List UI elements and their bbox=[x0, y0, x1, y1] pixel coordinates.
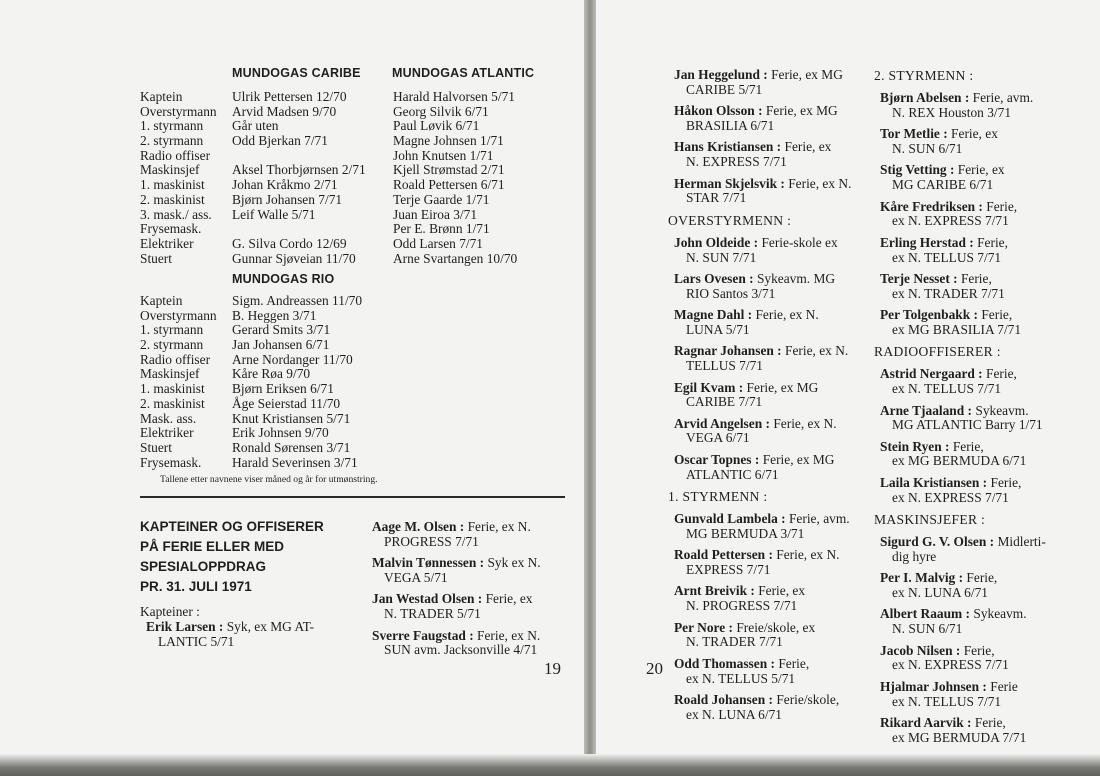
leave-heading-line: SPESIALOPPDRAG bbox=[140, 559, 267, 574]
ship-heading-rio: MUNDOGAS RIO bbox=[232, 272, 335, 286]
status-text: Ferie, ex bbox=[951, 126, 998, 142]
list-item: John Knutsen 1/71 bbox=[393, 147, 494, 163]
list-item bbox=[880, 716, 1090, 746]
list-item bbox=[880, 440, 1090, 470]
kapteiner-list bbox=[146, 620, 366, 656]
person-name: Per I. Malvig : bbox=[880, 570, 964, 586]
person-name: Per Nore : bbox=[674, 619, 733, 635]
status-text-continued: ex MG BERMUDA 7/71 bbox=[892, 729, 1027, 745]
list-item: Harald Severinsen 3/71 bbox=[232, 454, 358, 470]
list-item: Per E. Brønn 1/71 bbox=[393, 221, 490, 237]
list-item: Ulrik Pettersen 12/70 bbox=[232, 89, 347, 104]
list-item bbox=[880, 236, 1090, 266]
list-item: Overstyrmann bbox=[140, 103, 217, 119]
list-item: Odd Bjerkan 7/71 bbox=[232, 133, 328, 149]
list-item: 3. mask./ ass. bbox=[140, 206, 212, 222]
person-name: Magne Dahl : bbox=[674, 307, 753, 323]
list-item bbox=[146, 620, 366, 650]
status-text-continued: STAR 7/71 bbox=[686, 190, 747, 206]
list-item: Maskinsjef bbox=[140, 162, 200, 178]
list-item: Arne Nordanger 11/70 bbox=[232, 351, 353, 367]
person-name: John Oldeide : bbox=[674, 234, 759, 250]
status-text-continued: LANTIC 5/71 bbox=[158, 633, 235, 649]
list-item: Harald Halvorsen 5/71 bbox=[393, 89, 515, 104]
person-name: Sverre Faugstad : bbox=[372, 627, 474, 643]
status-text: Ferie, avm. bbox=[972, 90, 1034, 105]
list-item: Knut Kristiansen 5/71 bbox=[232, 410, 351, 426]
list-item: 2. maskinist bbox=[140, 395, 205, 411]
list-item bbox=[880, 644, 1090, 674]
status-text: Ferie, ex bbox=[485, 591, 533, 607]
status-text-continued: ex N. LUNA 6/71 bbox=[686, 706, 782, 722]
col1-top-list bbox=[674, 68, 872, 206]
status-text-continued: N. TRADER 7/71 bbox=[686, 634, 783, 650]
list-item: Radio offiser bbox=[140, 147, 211, 163]
person-name: Jan Heggelund : bbox=[674, 67, 768, 82]
status-text: Sykeavm. MG bbox=[756, 270, 836, 286]
list-item: Erik Johnsen 9/70 bbox=[232, 425, 329, 441]
list-item bbox=[674, 344, 872, 374]
list-item: Magne Johnsen 1/71 bbox=[393, 133, 504, 149]
status-text: Syk ex N. bbox=[487, 555, 541, 571]
status-text-continued: ex N. EXPRESS 7/71 bbox=[892, 657, 1009, 673]
list-item: Kaptein bbox=[140, 89, 183, 104]
status-text-continued: ex N. TELLUS 7/71 bbox=[892, 693, 1002, 709]
section-heading-2-styrmenn: 2. STYRMENN : bbox=[874, 68, 974, 83]
status-text-continued: ATLANTIC 6/71 bbox=[686, 466, 779, 482]
section-heading-1-styrmenn: 1. STYRMENN : bbox=[668, 489, 768, 505]
column-2 bbox=[874, 68, 1090, 752]
status-text: Ferie, ex MG bbox=[765, 103, 838, 119]
list-item bbox=[372, 629, 572, 659]
scan-bottom-edge bbox=[0, 754, 1100, 776]
status-text: Ferie-skole ex bbox=[761, 234, 838, 250]
status-text-continued: MG ATLANTIC Barry 1/71 bbox=[892, 417, 1043, 433]
styrmenn2-list bbox=[880, 91, 1090, 338]
list-item: Terje Gaarde 1/71 bbox=[393, 191, 490, 207]
list-item: Kjell Strømstad 2/71 bbox=[393, 162, 505, 178]
list-item bbox=[880, 571, 1090, 601]
status-text: Ferie, bbox=[990, 474, 1022, 490]
person-name: Laila Kristiansen : bbox=[880, 474, 988, 490]
list-item bbox=[674, 308, 872, 338]
status-text: Ferie, bbox=[952, 438, 984, 454]
person-name: Hjalmar Johnsen : bbox=[880, 678, 987, 694]
status-text: Ferie, ex N. bbox=[785, 343, 849, 359]
person-name: Kåre Fredriksen : bbox=[880, 198, 983, 214]
status-text-continued: ex N. EXPRESS 7/71 bbox=[892, 213, 1009, 229]
list-item bbox=[674, 417, 872, 447]
section-heading-radio: RADIOOFFISERER : bbox=[874, 344, 1001, 360]
status-text-continued: CARIBE 5/71 bbox=[686, 81, 763, 97]
list-item bbox=[674, 512, 872, 542]
status-text: Ferie, bbox=[778, 655, 810, 671]
leave-heading-line: KAPTEINER OG OFFISERER bbox=[140, 519, 324, 534]
status-text-continued: N. SUN 7/71 bbox=[686, 249, 757, 265]
ship-heading-atlantic: MUNDOGAS ATLANTIC bbox=[392, 66, 535, 80]
status-text-continued: LUNA 5/71 bbox=[686, 321, 750, 337]
person-name: Hans Kristiansen : bbox=[674, 139, 782, 155]
section-heading-overstyrmenn: OVERSTYRMENN : bbox=[668, 212, 792, 228]
status-text-continued: SUN avm. Jacksonville 4/71 bbox=[384, 642, 538, 658]
list-item bbox=[674, 236, 872, 266]
status-text: Ferie, bbox=[966, 570, 998, 586]
status-text-continued: N. TRADER 5/71 bbox=[384, 606, 481, 622]
list-item: 1. styrmann bbox=[140, 118, 204, 134]
list-item bbox=[674, 453, 872, 483]
list-item: Ronald Sørensen 3/71 bbox=[232, 439, 351, 455]
person-name: Gunvald Lambela : bbox=[674, 511, 786, 527]
list-item: Gerard Smits 3/71 bbox=[232, 322, 331, 338]
person-name: Oscar Topnes : bbox=[674, 451, 760, 467]
status-text: Ferie, ex MG bbox=[771, 67, 843, 82]
footnote: Tallene etter navnene viser måned og år for utmønstring. bbox=[160, 474, 378, 485]
person-name: Terje Nesset : bbox=[880, 270, 958, 286]
person-name: Per Tolgenbakk : bbox=[880, 307, 978, 323]
leave-heading bbox=[140, 517, 324, 597]
status-text: Ferie bbox=[990, 678, 1018, 694]
column-1 bbox=[668, 67, 872, 729]
status-text: Freie/skole, ex bbox=[736, 619, 816, 635]
list-item: Sigm. Andreassen 11/70 bbox=[232, 293, 363, 308]
status-text: Ferie, ex N. bbox=[776, 547, 840, 563]
person-name: Håkon Olsson : bbox=[674, 103, 763, 119]
radio-list bbox=[880, 367, 1090, 505]
list-item bbox=[880, 404, 1090, 434]
rio-crew-column bbox=[232, 294, 362, 470]
list-item: Johan Kråkmo 2/71 bbox=[232, 177, 338, 193]
list-item bbox=[674, 140, 872, 170]
person-name: Albert Raaum : bbox=[880, 606, 971, 622]
roles-column-rio bbox=[140, 294, 217, 470]
list-item: Frysemask. bbox=[140, 454, 202, 470]
list-item: Frysemask. bbox=[140, 221, 202, 237]
person-name: Lars Ovesen : bbox=[674, 270, 754, 286]
status-text: Ferie, ex N. bbox=[773, 415, 837, 431]
list-item: Bjørn Johansen 7/71 bbox=[232, 191, 343, 207]
status-text: Ferie, ex N. bbox=[755, 307, 819, 323]
roles-column-top bbox=[140, 90, 217, 266]
person-name: Jacob Nilsen : bbox=[880, 642, 961, 658]
status-text-continued: ex MG BRASILIA 7/71 bbox=[892, 321, 1022, 337]
list-item: Stuert bbox=[140, 439, 172, 455]
status-text-continued: PROGRESS 7/71 bbox=[384, 533, 479, 549]
status-text-continued: N. SUN 6/71 bbox=[892, 621, 963, 637]
atlantic-crew-column bbox=[393, 90, 517, 266]
kapteiner-label: Kapteiner : bbox=[140, 604, 200, 619]
person-name: Herman Skjelsvik : bbox=[674, 175, 785, 191]
list-item bbox=[372, 520, 572, 550]
list-item: Odd Larsen 7/71 bbox=[393, 235, 483, 251]
list-item: 1. maskinist bbox=[140, 381, 205, 397]
status-text-continued: TELLUS 7/71 bbox=[686, 358, 763, 374]
status-text-continued: ex N. TELLUS 5/71 bbox=[686, 670, 796, 686]
status-text-continued: MG CARIBE 6/71 bbox=[892, 177, 994, 193]
person-name: Rikard Aarvik : bbox=[880, 715, 972, 730]
list-item: Maskinsjef bbox=[140, 366, 200, 382]
status-text: Ferie, ex bbox=[758, 583, 806, 599]
right-page bbox=[596, 0, 1100, 776]
person-name: Stig Vetting : bbox=[880, 162, 955, 178]
person-name: Sigurd G. V. Olsen : bbox=[880, 534, 995, 550]
status-text-continued: N. REX Houston 3/71 bbox=[892, 104, 1012, 120]
person-name: Erling Herstad : bbox=[880, 234, 974, 250]
status-text: Ferie, ex bbox=[784, 139, 832, 155]
list-item bbox=[880, 607, 1090, 637]
status-text: Ferie, ex N. bbox=[788, 175, 852, 191]
list-item: Leif Walle 5/71 bbox=[232, 206, 316, 222]
list-item: Kåre Røa 9/70 bbox=[232, 366, 311, 382]
list-item: Arne Svartangen 10/70 bbox=[393, 250, 518, 266]
list-item: G. Silva Cordo 12/69 bbox=[232, 235, 347, 251]
list-item bbox=[232, 222, 366, 237]
list-item: 1. maskinist bbox=[140, 177, 205, 193]
status-text: Ferie, avm. bbox=[788, 511, 850, 527]
list-item bbox=[674, 177, 872, 207]
status-text: Ferie/skole, bbox=[776, 692, 840, 707]
status-text-continued: ex N. TELLUS 7/71 bbox=[892, 249, 1002, 265]
person-name: Ragnar Johansen : bbox=[674, 343, 782, 359]
status-text: Ferie, ex MG bbox=[762, 451, 835, 467]
list-item: Gunnar Sjøveian 11/70 bbox=[232, 250, 356, 266]
status-text-continued: VEGA 6/71 bbox=[686, 430, 750, 446]
status-text-continued: BRASILIA 6/71 bbox=[686, 117, 775, 133]
status-text: Ferie, bbox=[960, 270, 992, 286]
list-item bbox=[674, 621, 872, 651]
status-text: Ferie, bbox=[986, 366, 1017, 382]
status-text: Ferie, bbox=[981, 307, 1013, 323]
list-item: Elektriker bbox=[140, 425, 194, 441]
list-item bbox=[674, 272, 872, 302]
list-item: Paul Løvik 6/71 bbox=[393, 118, 480, 134]
list-item: Elektriker bbox=[140, 235, 194, 251]
list-item: Mask. ass. bbox=[140, 410, 197, 426]
list-item: Kaptein bbox=[140, 293, 183, 308]
list-item: Går uten bbox=[232, 118, 279, 134]
status-text-continued: CARIBE 7/71 bbox=[686, 394, 763, 410]
overstyrmenn-list bbox=[674, 236, 872, 483]
list-item bbox=[880, 680, 1090, 710]
list-item bbox=[232, 149, 366, 164]
list-item bbox=[674, 584, 872, 614]
person-name: Roald Pettersen : bbox=[674, 547, 773, 563]
status-text: Ferie, bbox=[977, 234, 1008, 250]
person-name: Arnt Breivik : bbox=[674, 583, 755, 599]
list-item bbox=[880, 91, 1090, 121]
status-text: Ferie, bbox=[974, 715, 1006, 730]
list-item: Overstyrmann bbox=[140, 307, 217, 323]
list-item: Georg Silvik 6/71 bbox=[393, 103, 489, 119]
status-text-continued: RIO Santos 3/71 bbox=[686, 285, 776, 301]
person-name: Roald Johansen : bbox=[674, 692, 773, 707]
list-item: Roald Pettersen 6/71 bbox=[393, 177, 505, 193]
person-name: Arvid Angelsen : bbox=[674, 415, 770, 431]
divider-rule bbox=[140, 496, 565, 498]
list-item bbox=[674, 381, 872, 411]
person-name: Aage M. Olsen : bbox=[372, 519, 465, 534]
person-name: Arne Tjaaland : bbox=[880, 402, 973, 418]
person-name: Egil Kvam : bbox=[674, 379, 744, 395]
list-item bbox=[880, 476, 1090, 506]
status-text-continued: ex N. EXPRESS 7/71 bbox=[892, 489, 1009, 505]
person-name: Astrid Nergaard : bbox=[880, 366, 983, 382]
list-item bbox=[880, 308, 1090, 338]
list-item: Radio offiser bbox=[140, 351, 211, 367]
list-item bbox=[880, 272, 1090, 302]
person-name: Malvin Tønnessen : bbox=[372, 555, 485, 571]
status-text-continued: N. EXPRESS 7/71 bbox=[686, 154, 787, 170]
status-text-continued: ex N. TELLUS 7/71 bbox=[892, 381, 1002, 397]
person-name: Stein Ryen : bbox=[880, 438, 950, 454]
status-text: Ferie, ex MG bbox=[746, 379, 819, 395]
caribe-crew-column bbox=[232, 90, 366, 266]
maskinsjefer-list bbox=[880, 535, 1090, 746]
status-text: Ferie, ex N. bbox=[477, 627, 541, 643]
status-text-continued: N. PROGRESS 7/71 bbox=[686, 598, 798, 614]
status-text: Sykeavm. bbox=[973, 606, 1027, 622]
list-item: 1. styrmann bbox=[140, 322, 204, 338]
status-text: Syk, ex MG AT- bbox=[226, 619, 315, 634]
list-item: B. Heggen 3/71 bbox=[232, 307, 317, 323]
status-text-continued: N. SUN 6/71 bbox=[892, 140, 963, 156]
page-number-left: 19 bbox=[544, 659, 561, 678]
list-item: Åge Seierstad 11/70 bbox=[232, 395, 341, 411]
status-text-continued: ex N. TRADER 7/71 bbox=[892, 285, 1005, 301]
person-name: Bjørn Abelsen : bbox=[880, 90, 970, 105]
section-heading-maskinsjefer: MASKINSJEFER : bbox=[874, 512, 986, 528]
leave-list-middle bbox=[372, 520, 572, 665]
list-item bbox=[880, 367, 1090, 397]
list-item bbox=[880, 200, 1090, 230]
list-item: Aksel Thorbjørnsen 2/71 bbox=[232, 162, 366, 178]
status-text: Ferie, ex N. bbox=[467, 519, 531, 534]
list-item bbox=[372, 556, 572, 586]
list-item: Stuert bbox=[140, 250, 172, 266]
status-text: Ferie, bbox=[986, 198, 1018, 214]
book-gutter bbox=[584, 0, 596, 776]
list-item bbox=[674, 68, 872, 98]
status-text-continued: dig hyre bbox=[892, 548, 937, 564]
status-text-continued: VEGA 5/71 bbox=[384, 569, 448, 585]
list-item: Bjørn Eriksen 6/71 bbox=[232, 381, 334, 397]
leave-heading-line: PR. 31. JULI 1971 bbox=[140, 579, 252, 594]
list-item bbox=[372, 592, 572, 622]
status-text: Midlerti- bbox=[997, 534, 1046, 550]
list-item bbox=[674, 657, 872, 687]
person-name: Jan Westad Olsen : bbox=[372, 591, 483, 607]
list-item bbox=[880, 535, 1090, 565]
status-text-continued: MG BERMUDA 3/71 bbox=[686, 525, 805, 541]
list-item: Juan Eiroa 3/71 bbox=[393, 206, 478, 222]
list-item: 2. styrmann bbox=[140, 133, 204, 149]
list-item: 2. styrmann bbox=[140, 337, 204, 353]
status-text: Ferie, bbox=[963, 642, 995, 658]
status-text-continued: EXPRESS 7/71 bbox=[686, 562, 771, 578]
status-text-continued: ex MG BERMUDA 6/71 bbox=[892, 453, 1027, 469]
list-item: 2. maskinist bbox=[140, 191, 205, 207]
person-name: Odd Thomassen : bbox=[674, 655, 775, 671]
list-item bbox=[674, 104, 872, 134]
list-item bbox=[880, 127, 1090, 157]
list-item bbox=[674, 693, 872, 723]
person-name: Erik Larsen : bbox=[146, 619, 224, 634]
status-text: Ferie, ex bbox=[957, 162, 1005, 178]
leave-heading-line: PÅ FERIE ELLER MED bbox=[140, 539, 285, 554]
list-item: Jan Johansen 6/71 bbox=[232, 337, 330, 353]
person-name: Tor Metlie : bbox=[880, 126, 948, 142]
list-item bbox=[674, 548, 872, 578]
styrmenn1-list bbox=[674, 512, 872, 723]
list-item: Arvid Madsen 9/70 bbox=[232, 103, 337, 119]
status-text: Sykeavm. bbox=[975, 402, 1029, 418]
list-item bbox=[880, 163, 1090, 193]
status-text-continued: ex N. LUNA 6/71 bbox=[892, 585, 988, 601]
ship-heading-caribe: MUNDOGAS CARIBE bbox=[232, 66, 361, 80]
page-number-right: 20 bbox=[646, 659, 663, 678]
